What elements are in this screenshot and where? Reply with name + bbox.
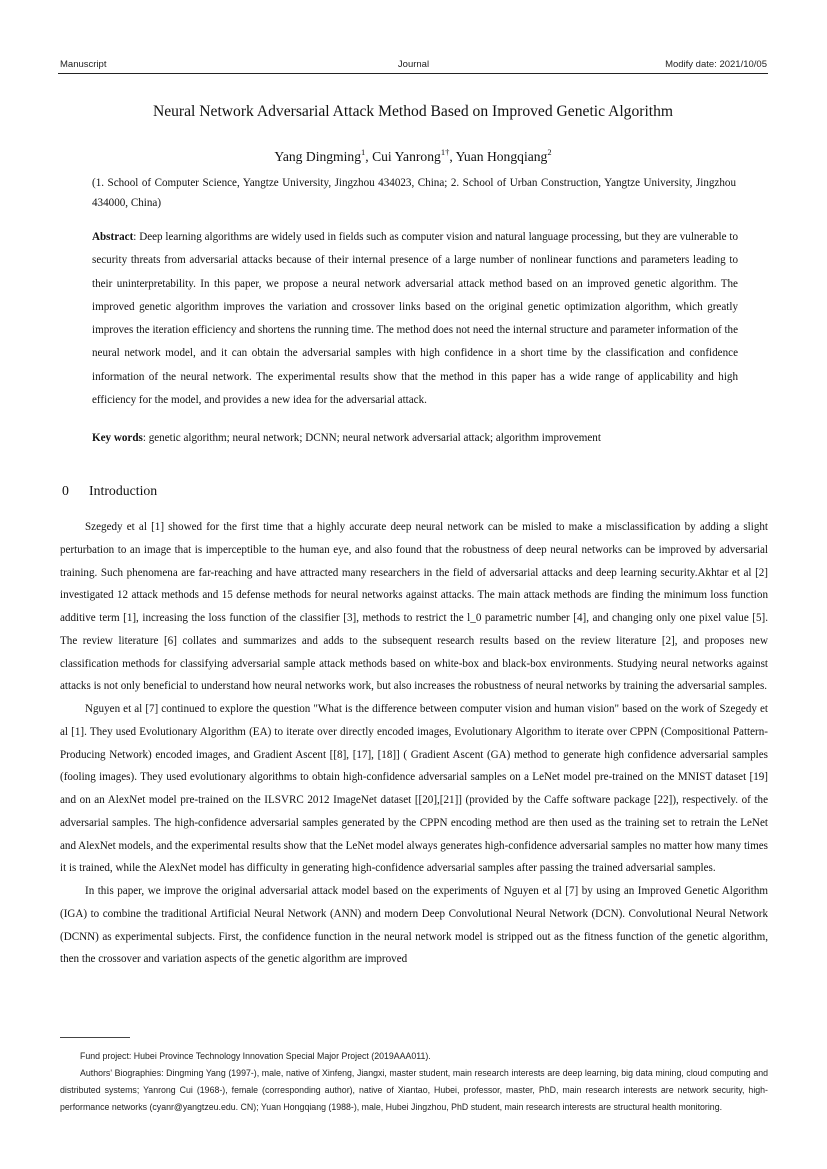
header-rule bbox=[58, 73, 768, 74]
keywords-label: Key words bbox=[92, 432, 143, 444]
section-heading bbox=[62, 483, 157, 499]
author-name: Yuan Hongqiang bbox=[455, 149, 548, 164]
section-number: 0 bbox=[62, 483, 69, 498]
footnote-rule bbox=[60, 1037, 130, 1038]
abstract bbox=[92, 226, 738, 412]
author-affiliation-mark: 2 bbox=[547, 147, 552, 157]
author-affiliation-mark: 1† bbox=[440, 147, 450, 157]
author-list bbox=[58, 149, 768, 165]
author-name: Cui Yanrong bbox=[372, 149, 441, 164]
keywords-text: : genetic algorithm; neural network; DCNN; neural network adversarial attack; algorithm improvement bbox=[142, 432, 601, 444]
section-title: Introduction bbox=[89, 483, 158, 498]
footnotes bbox=[60, 1048, 768, 1116]
keywords bbox=[92, 428, 738, 448]
author-separator: , bbox=[449, 149, 456, 164]
body-paragraph: Szegedy et al [1] showed for the first time that a highly accurate deep neural network can be misled to make a misclassification by adding a slight perturbation to an image that is imperceptible to the human eye, and also found that the robustness of deep neural networks can be improved by adversarial training. Such phenomena are far-reaching and have attracted many researchers in the field of adversarial attacks and deep learning security.Akhtar et al [2] investigated 12 attack methods and 15 defense methods for neural networks against attacks. The main attack methods are finding the minimum loss function additive term [1], increasing the loss function of the classifier [3], methods to restrict the l_0 parametric number [4], and changing only one pixel value [5]. The review literature [6] collates and summarizes and adds to the subsequent research results based on the review literature [2], and proposes new classification methods for classifying adversarial sample attack methods based on white-box and black-box environments. Studying neural networks against attacks is not only beneficial to understand how neural networks work, but also increases the robustness of neural networks by training the adversarial samples. bbox=[60, 521, 768, 693]
header-journal: Journal bbox=[397, 59, 430, 70]
author-affiliation-mark: 1 bbox=[361, 147, 366, 157]
author-separator: , bbox=[365, 149, 373, 164]
header-manuscript: Manuscript bbox=[60, 59, 107, 70]
footnote-fund: Fund project: Hubei Province Technology Innovation Special Major Project (2019AAA011). bbox=[80, 1051, 431, 1061]
author-name: Yang Dingming bbox=[274, 149, 362, 164]
paper-title: Neural Network Adversarial Attack Method Based on Improved Genetic Algorithm bbox=[152, 103, 674, 120]
abstract-label: Abstract bbox=[92, 231, 134, 243]
body-paragraph: In this paper, we improve the original adversarial attack model based on the experiments of Nguyen et al [7] by using an Improved Genetic Algorithm (IGA) to combine the traditional Artificial Neural Network (ANN) and modern Deep Convolutional Neural Network (DCN). Convolutional Neural Network (DCNN) as experimental subjects. First, the confidence function in the neural network model is stripped out as the fitness function of the genetic algorithm, then the crossover and variation aspects of the genetic algorithm are improved bbox=[60, 885, 768, 966]
header-modify-date: Modify date: 2021/10/05 bbox=[665, 59, 767, 70]
abstract-text: : Deep learning algorithms are widely used in fields such as computer vision and natural language processing, but they are vulnerable to security threats from adversarial attacks because of their internal presence of a large number of nonlinear functions and parameters leading to their uninterpretability. In this paper, we propose a neural network adversarial attack method based on an improved genetic algorithm. The improved genetic algorithm improves the variation and crossover links based on the original genetic optimization algorithm, which greatly improves the iteration efficiency and shortens the running time. The method does not need the internal structure and parameter information of the neural network model, and it can obtain the adversarial samples with high confidence in a short time by the classification and confidence information of the neural network. The experimental results show that the method in this paper has a wide range of applicability and high efficiency for the model, and provides a new idea for the adversarial attack. bbox=[92, 231, 738, 407]
body-text bbox=[60, 516, 768, 971]
footnote-biographies: Authors' Biographies: Dingming Yang (1997-), male, native of Xinfeng, Jiangxi, master student, main research interests are deep learning, big data mining, cloud computing and distributed systems; Yanrong Cui (1968-), female (corresponding author), native of Xiantao, Hubei, professor, master, PhD, main research interests are network security, high-performance networks (cyanr@yangtzeu.edu. CN); Yuan Hongqiang (1988-), male, Hubei Jingzhou, PhD student, main research interests are structural health monitoring. bbox=[60, 1068, 768, 1112]
affiliations: (1. School of Computer Science, Yangtze University, Jingzhou 434023, China; 2. School of Urban Construction, Yangtze University, Jingzhou 434000, China) bbox=[92, 177, 736, 209]
body-paragraph: Nguyen et al [7] continued to explore the question "What is the difference between computer vision and human vision" based on the work of Szegedy et al [1]. They used Evolutionary Algorithm (EA) to iterate over directly encoded images, Evolutionary Algorithm to iterate over CPPN (Compositional Pattern-Producing Network) encoded images, and Gradient Ascent [[8], [17], [18]] ( Gradient Ascent (GA) method to generate high confidence adversarial samples (fooling images). They used evolutionary algorithms to obtain high-confidence adversarial samples on a LeNet model pre-trained on the MNIST dataset [19] and on an AlexNet model pre-trained on the ILSVRC 2012 ImageNet dataset [[20],[21]] (provided by the Caffe software package [22]), respectively. of the adversarial samples. The high-confidence adversarial samples generated by the CPPN encoding method are then used as the training set to retrain the LeNet and AlexNet models, and the experimental results show that the LeNet model always generates high-confidence adversarial samples no matter how many times it is trained, while the AlexNet model has difficulty in generating high-confidence adversarial samples after passing the trained adversarial samples. bbox=[60, 703, 768, 875]
